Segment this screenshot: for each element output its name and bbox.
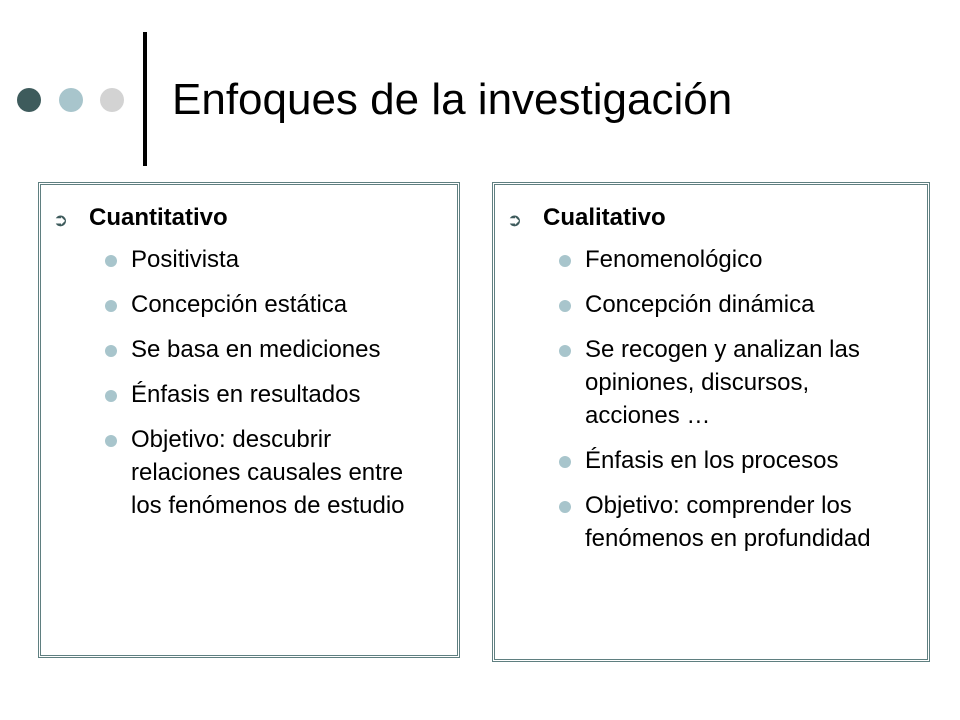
qualitative-box (492, 182, 930, 662)
list-item: Concepción estática (101, 288, 431, 321)
bullet-icon (105, 300, 117, 312)
list-item: Objetivo: comprender los fenómenos en profundidad (555, 489, 900, 555)
bullet-icon (559, 345, 571, 357)
list-item: Se recogen y analizan las opiniones, discursos, acciones … (555, 333, 900, 432)
qualitative-heading: Cualitativo (543, 204, 666, 231)
bullet-icon (559, 456, 571, 468)
bullet-icon (559, 300, 571, 312)
bullet-icon (105, 345, 117, 357)
quantitative-heading: Cuantitativo (89, 204, 228, 231)
title-divider-line (143, 32, 147, 166)
quantitative-list (101, 243, 431, 534)
bullet-icon (105, 255, 117, 267)
list-item: Concepción dinámica (555, 288, 900, 321)
curved-arrow-icon: ➲ (53, 210, 69, 230)
list-item: Objetivo: descubrir relaciones causales entre los fenómenos de estudio (101, 423, 431, 522)
decorative-dot-gray (100, 88, 124, 112)
list-item: Énfasis en resultados (101, 378, 431, 411)
quantitative-box (38, 182, 460, 658)
bullet-icon (559, 255, 571, 267)
bullet-icon (559, 501, 571, 513)
list-item: Fenomenológico (555, 243, 900, 276)
bullet-icon (105, 390, 117, 402)
decorative-dot-light-blue (59, 88, 83, 112)
decorative-dot-dark (17, 88, 41, 112)
slide-title: Enfoques de la investigación (172, 75, 733, 124)
list-item: Se basa en mediciones (101, 333, 431, 366)
list-item: Positivista (101, 243, 431, 276)
qualitative-list (555, 243, 900, 567)
bullet-icon (105, 435, 117, 447)
curved-arrow-icon: ➲ (507, 210, 523, 230)
list-item: Énfasis en los procesos (555, 444, 900, 477)
